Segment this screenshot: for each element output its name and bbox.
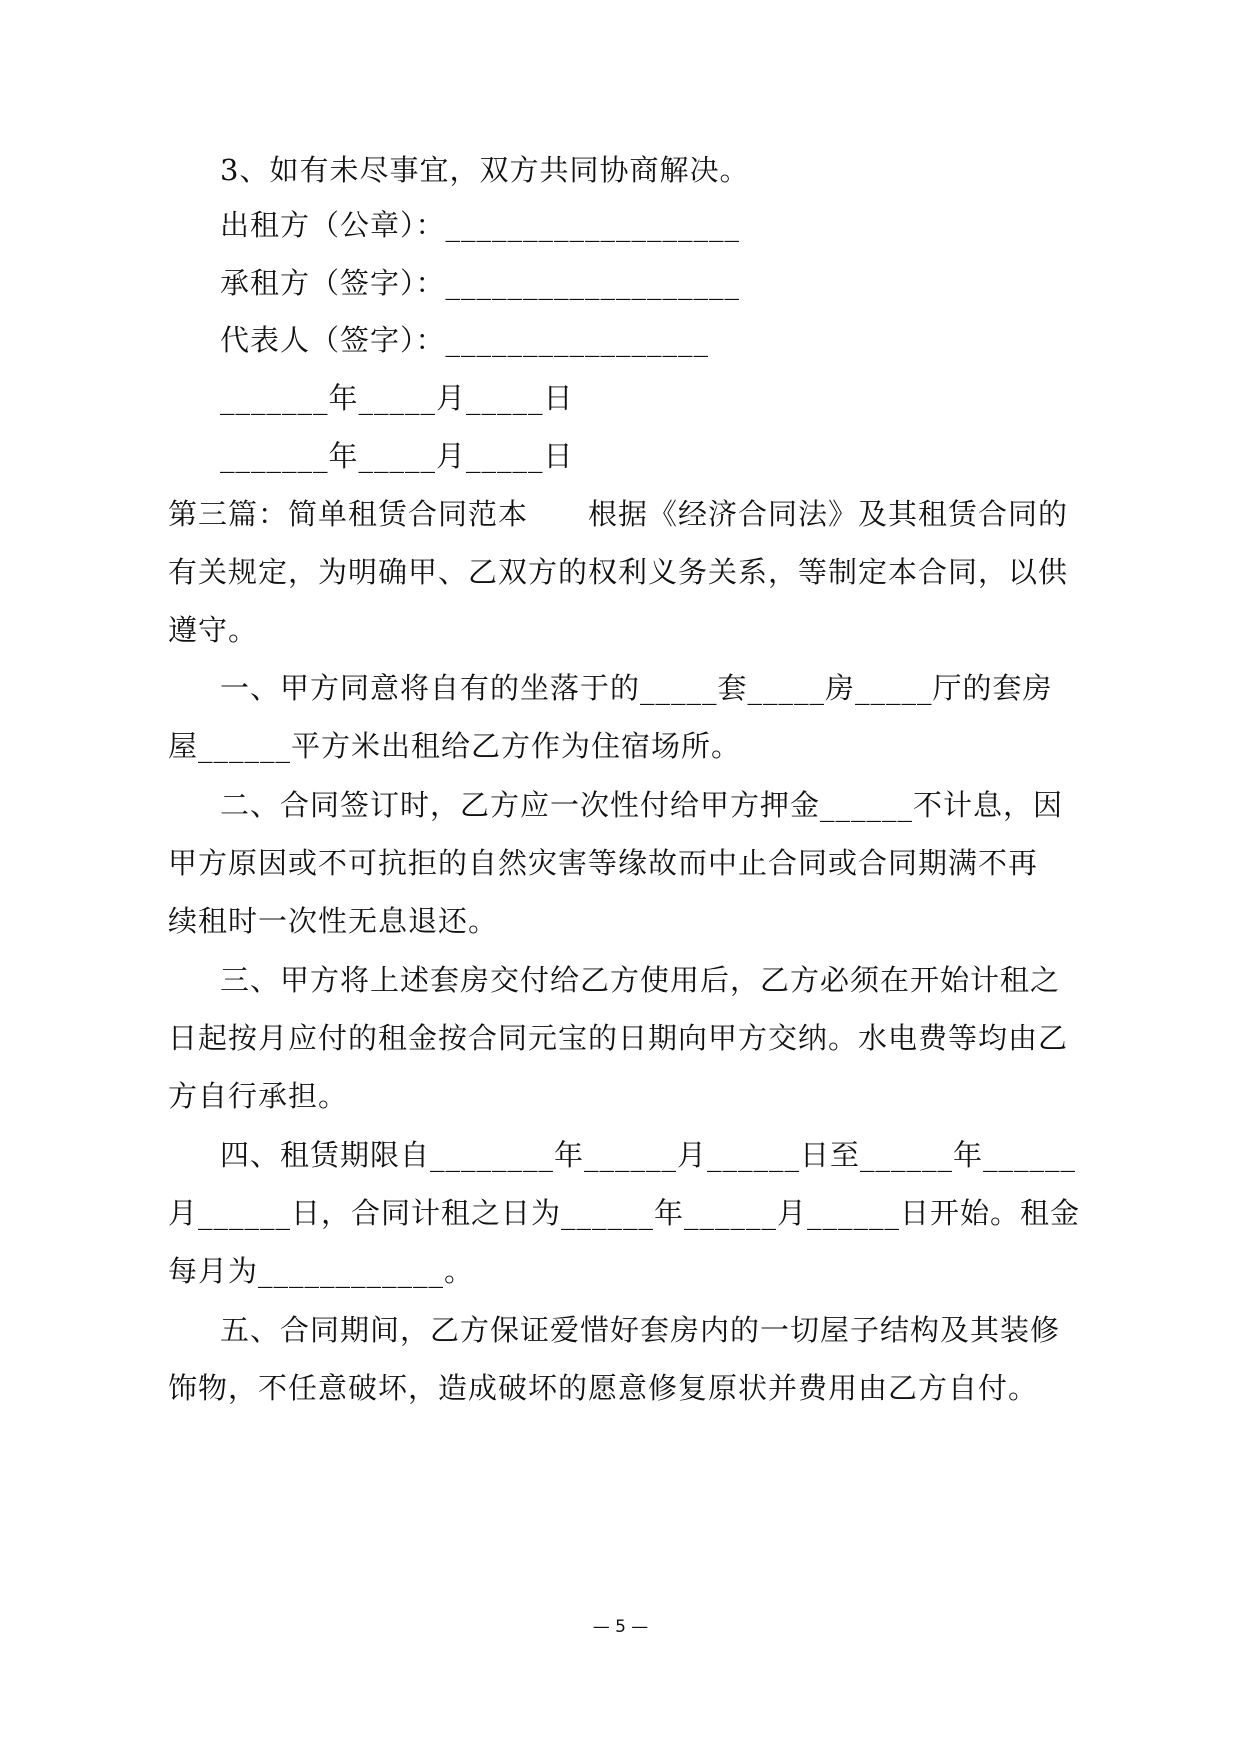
text-line-6: _______年_____月_____日 [220,439,574,473]
text-line-11: 屋______平方米出租给乙方作为住宿场所。 [168,729,742,763]
text-line-9: 遵守。 [168,613,259,647]
page-number: — 5 — [592,1617,649,1637]
text-line-16: 日起按月应付的租金按合同元宝的日期向甲方交纳。水电费等均由乙 [168,1021,1069,1055]
text-line-13: 甲方原因或不可抗拒的自然灾害等缘故而中止合同或合同期满不再 [168,846,1039,880]
text-line-15: 三、甲方将上述套房交付给乙方使用后，乙方必须在开始计租之 [220,963,1061,997]
text-line-19: 月______日，合同计租之日为______年______月______日开始。租金 [168,1196,1081,1230]
text-line-22: 饰物，不任意破坏，造成破坏的愿意修复原状并费用由乙方自付。 [168,1371,1039,1405]
text-line-12: 二、合同签订时，乙方应一次性付给甲方押金______不计息，因 [220,788,1064,822]
text-line-10: 一、甲方同意将自有的坐落于的_____套_____房_____厅的套房 [220,671,1053,705]
text-line-21: 五、合同期间，乙方保证爱惜好套房内的一切屋子结构及其装修 [220,1313,1061,1347]
text-line-4: 代表人（签字）：_________________ [220,323,710,357]
text-line-20: 每月为____________。 [168,1254,475,1288]
text-line-2: 出租方（公章）：___________________ [220,208,741,242]
text-line-8: 有关规定，为明确甲、乙双方的权利义务关系，等制定本合同，以供 [168,555,1069,589]
text-line-1: 3、如有未尽事宜，双方共同协商解决。 [220,153,750,187]
text-line-7: 第三篇：简单租赁合同范本 根据《经济合同法》及其租赁合同的 [168,497,1069,531]
text-line-17: 方自行承担。 [168,1079,349,1113]
text-line-3: 承租方（签字）：___________________ [220,266,741,300]
text-line-5: _______年_____月_____日 [220,381,574,415]
text-line-14: 续租时一次性无息退还。 [168,904,499,938]
text-line-18: 四、租赁期限自________年______月______日至______年______ [220,1138,1077,1172]
